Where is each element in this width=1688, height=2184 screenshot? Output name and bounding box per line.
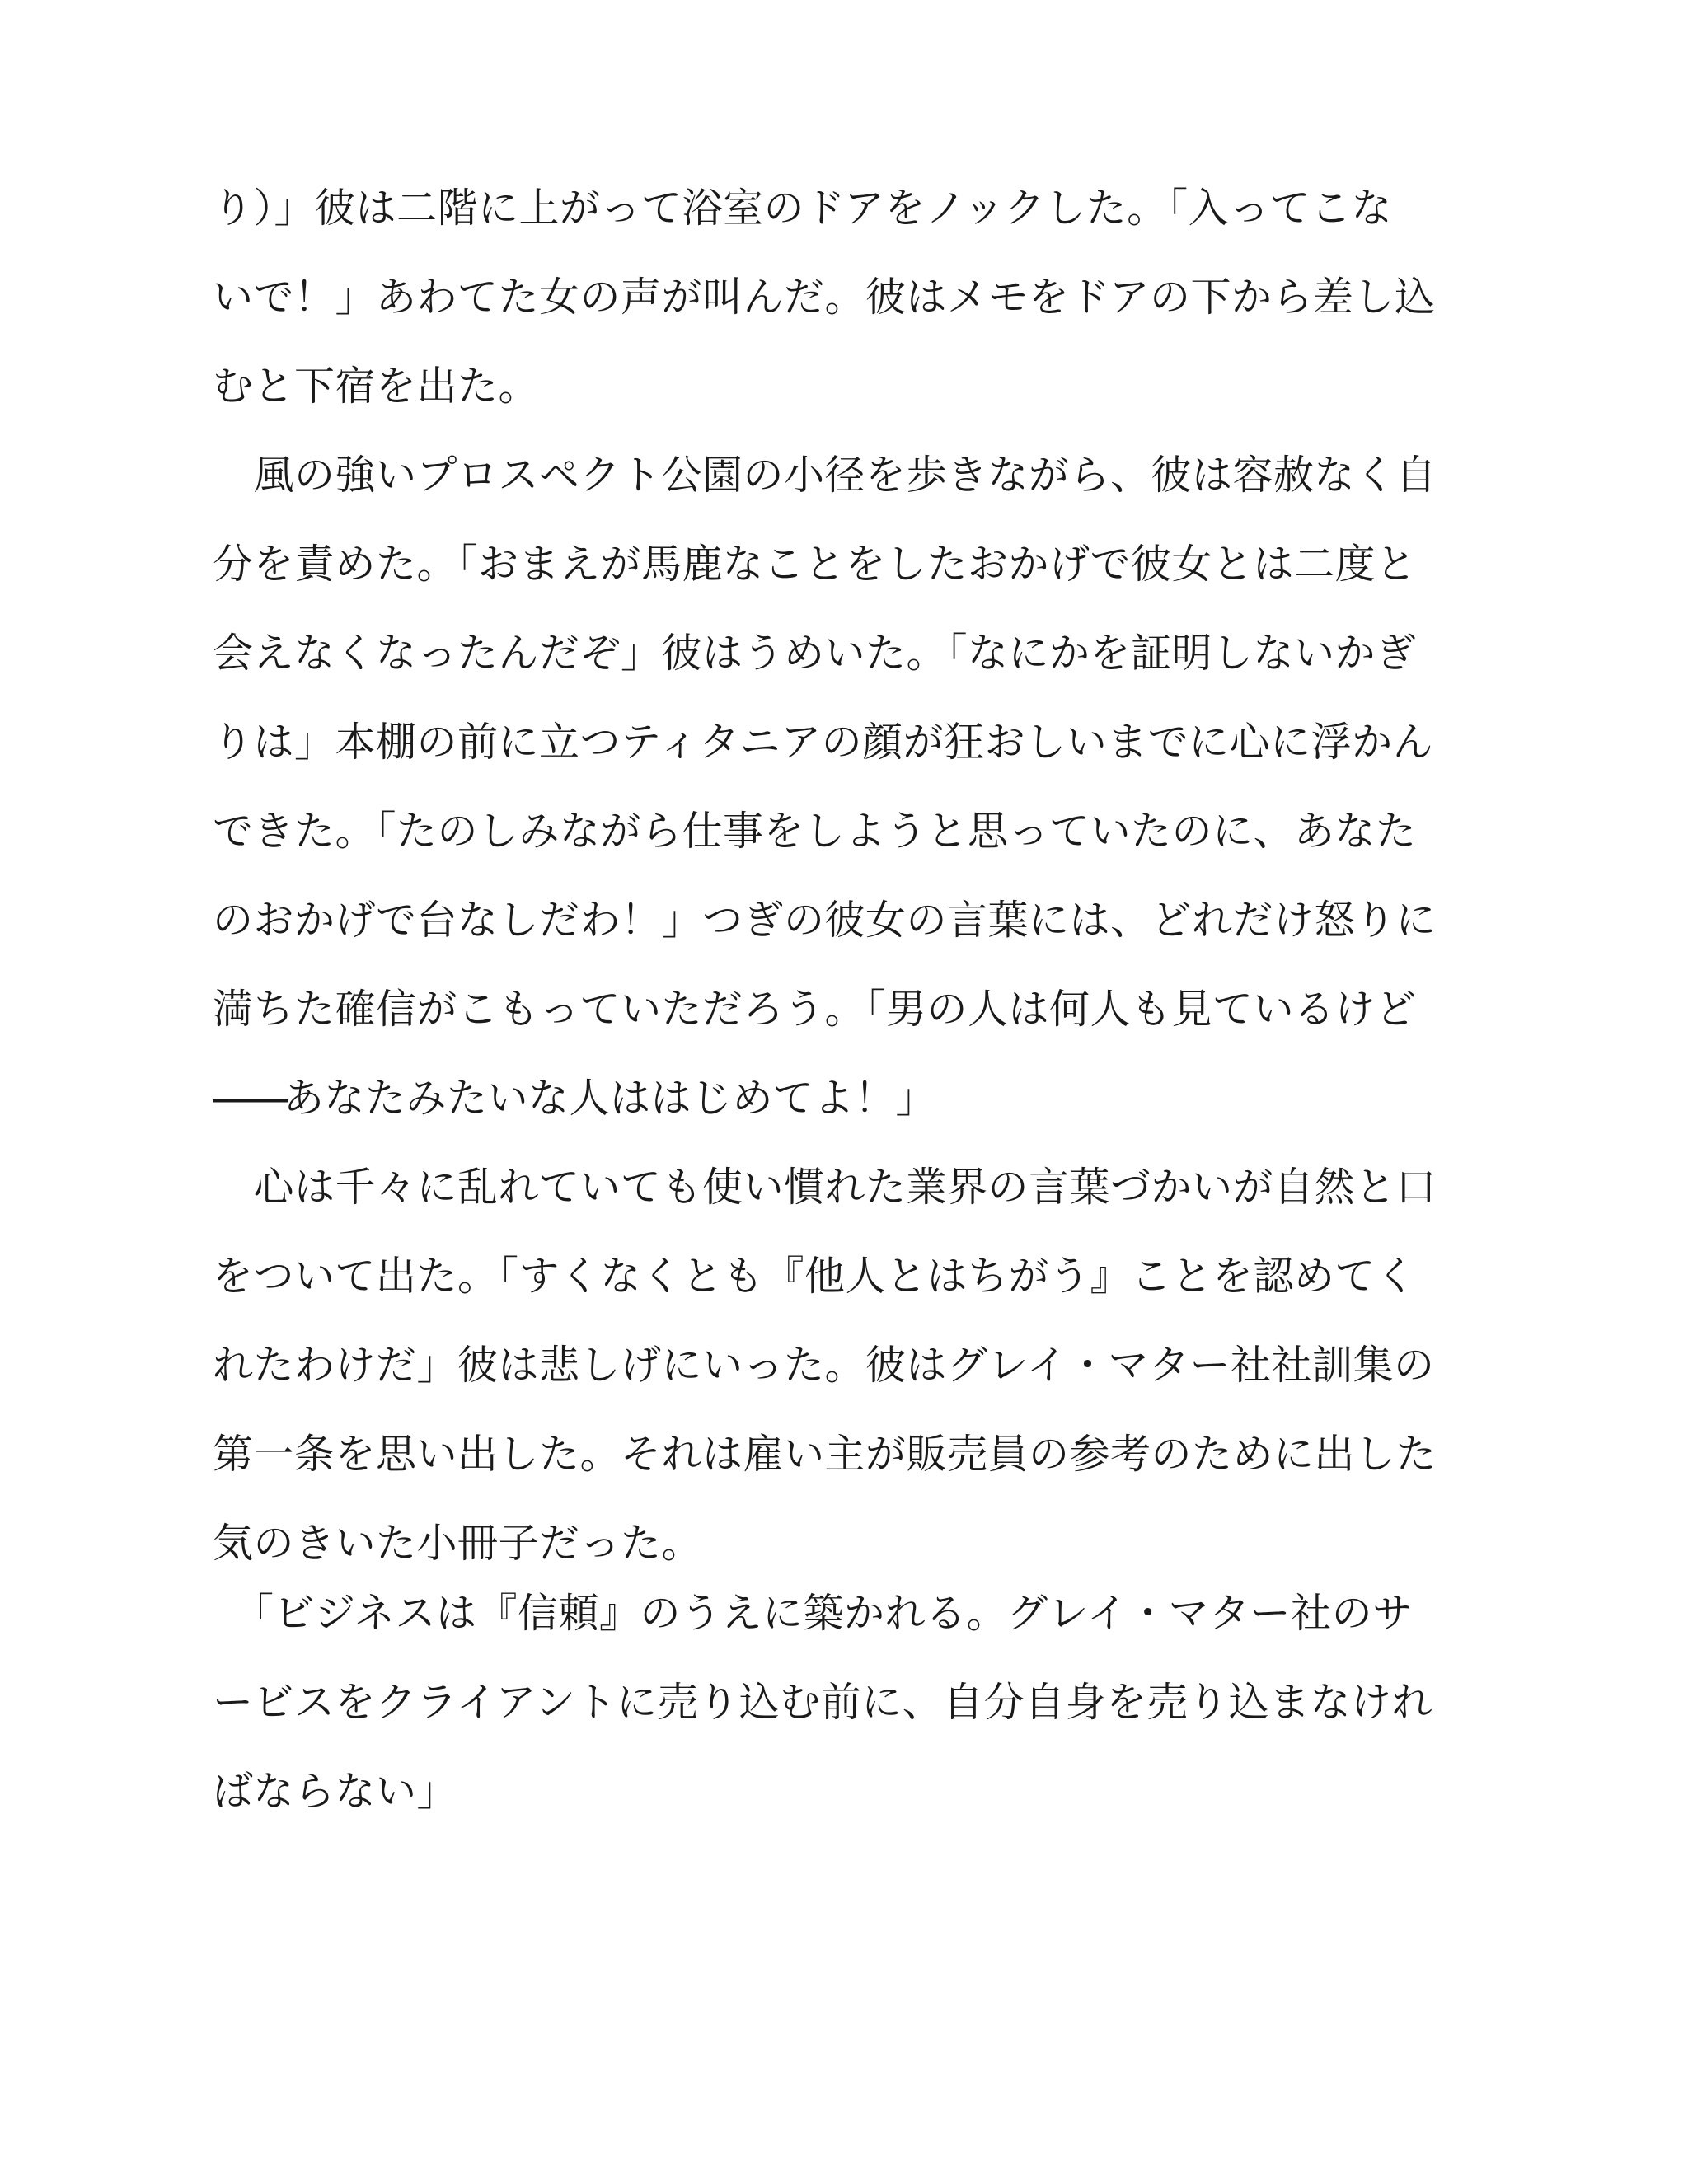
text-line: できた。「たのしみながら仕事をしようと思っていたのに、あなた (213, 808, 1417, 855)
text-line: 満ちた確信がこもっていただろう。「男の人は何人も見ているけど (213, 986, 1417, 1033)
main-text-block (213, 164, 1449, 1588)
text-line: 気のきいた小冊子だった。 (213, 1520, 703, 1567)
text-line: り）」彼は二階に上がって浴室のドアをノックした。「入ってこな (213, 185, 1393, 232)
text-line: りは」本棚の前に立つティタニアの顔が狂おしいまでに心に浮かん (213, 719, 1434, 766)
quote-line: ばならない」 (213, 1768, 458, 1815)
quote-text-block (213, 1569, 1449, 1836)
text-line: 風の強いプロスペクト公園の小径を歩きながら、彼は容赦なく自 (213, 452, 1437, 499)
text-line-rest: あなたみたいな人ははじめてよ！」 (284, 1075, 937, 1122)
em-dash: ―― (213, 1075, 284, 1122)
quote-line: ービスをクライアントに売り込む前に、自分自身を売り込まなけれ (213, 1679, 1433, 1726)
text-line: むと下宿を出た。 (213, 363, 540, 410)
text-line: 分を責めた。「おまえが馬鹿なことをしたおかげで彼女とは二度と (213, 541, 1417, 588)
text-line: いで！」あわてた女の声が叫んだ。彼はメモをドアの下から差し込 (213, 274, 1436, 321)
quote-line: 「ビジネスは『信頼』のうえに築かれる。グレイ・マター社のサ (213, 1590, 1414, 1637)
text-line: 会えなくなったんだぞ」彼はうめいた。「なにかを証明しないかぎ (213, 630, 1417, 677)
text-line: のおかげで台なしだわ！」つぎの彼女の言葉には、どれだけ怒りに (213, 897, 1437, 944)
text-line: 心は千々に乱れていても使い慣れた業界の言葉づかいが自然と口 (213, 1164, 1437, 1211)
text-line: 第一条を思い出した。それは雇い主が販売員の参考のために出した (213, 1431, 1437, 1478)
text-line: をついて出た。「すくなくとも『他人とはちがう』ことを認めてく (213, 1253, 1417, 1300)
text-line: れたわけだ」彼は悲しげにいった。彼はグレイ・マター社社訓集の (213, 1342, 1435, 1389)
text-line (213, 1054, 1449, 1143)
